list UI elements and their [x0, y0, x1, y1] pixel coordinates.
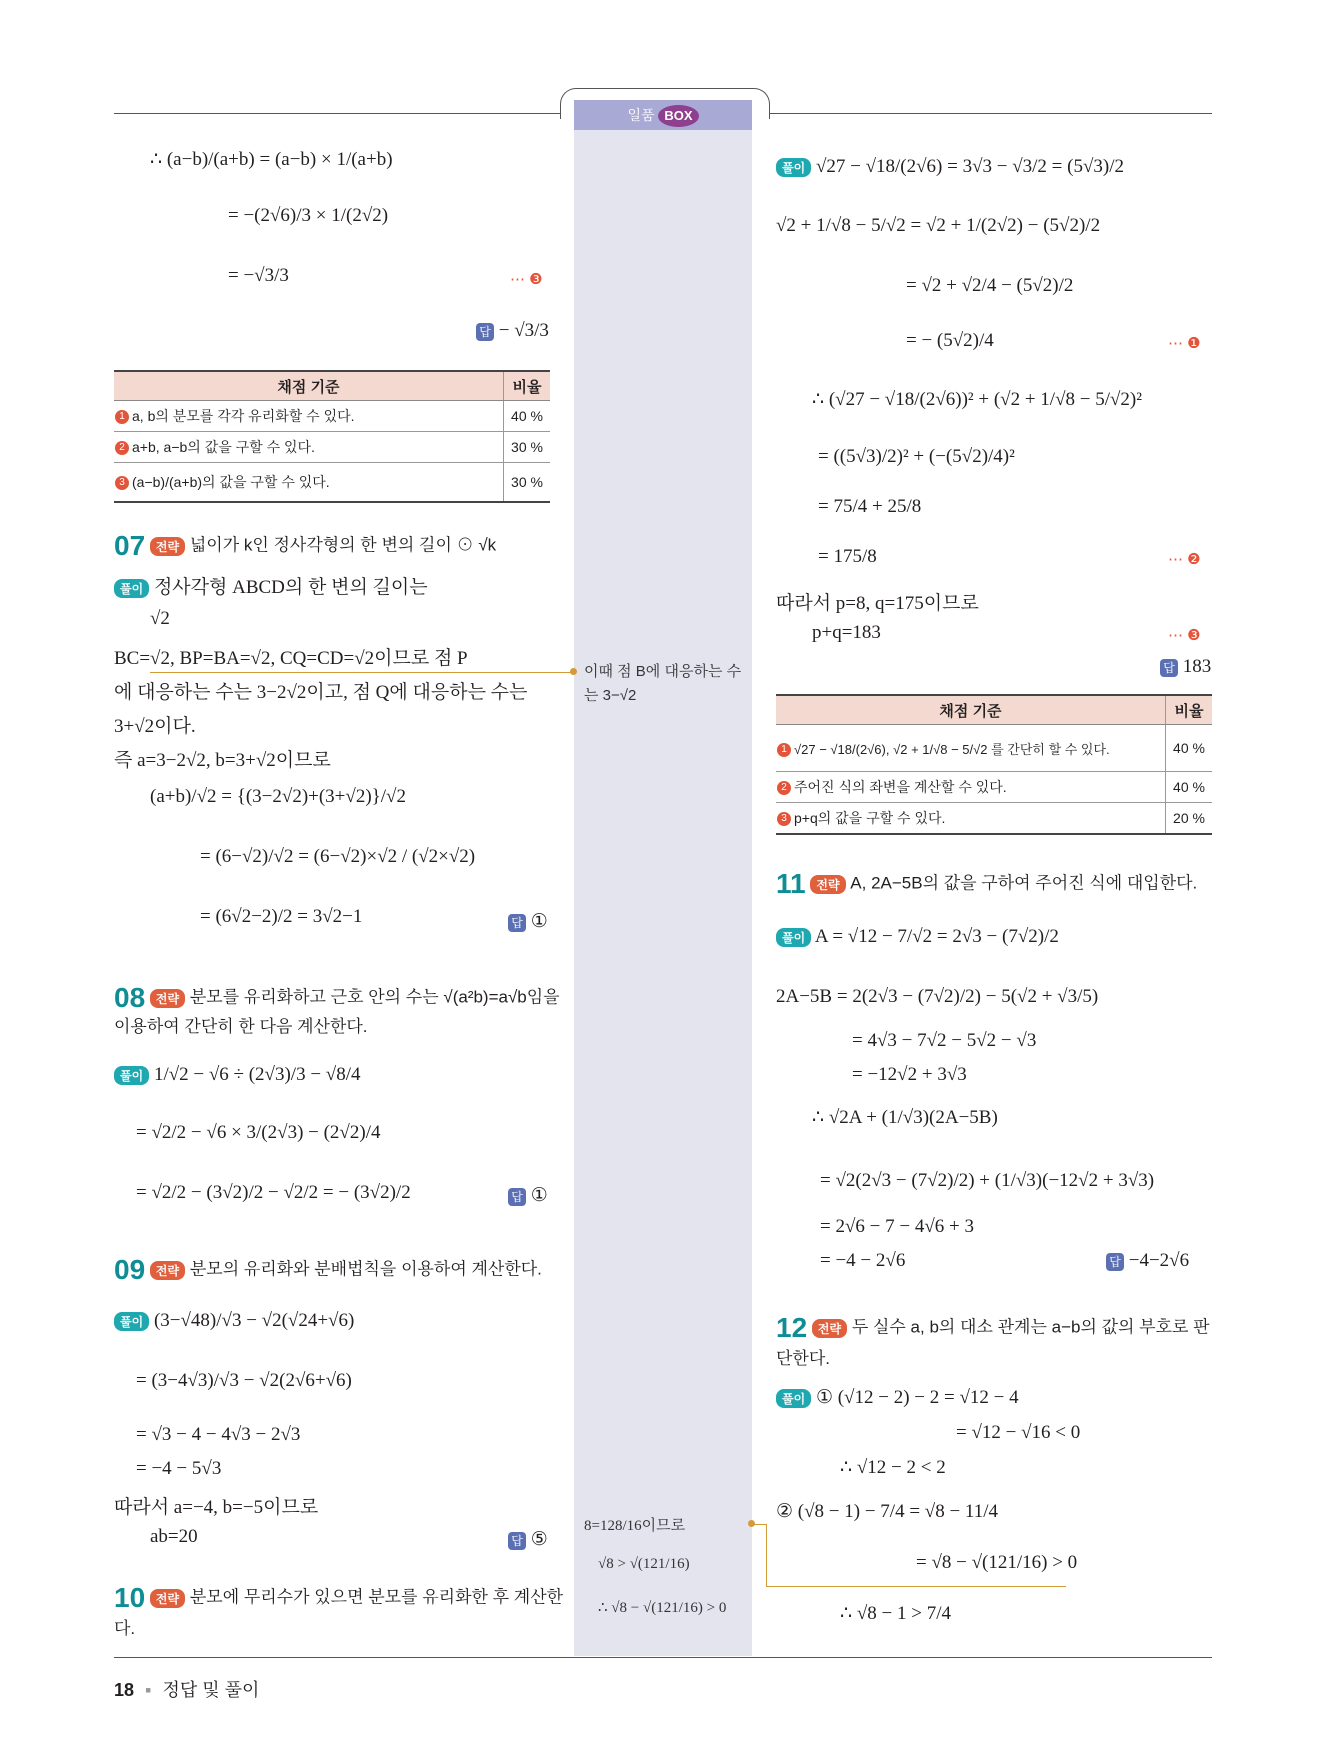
- strategy-tag: 전략: [150, 1261, 185, 1280]
- q07-heading: [114, 530, 496, 562]
- grade-criterion: √27 − √18/(2√6), √2 + 1/√8 − 5/√2 를 간단히 할 수 있다.: [794, 741, 1110, 757]
- answer-icon: 답: [508, 914, 526, 932]
- strategy-tag: 전략: [150, 989, 185, 1008]
- grade-criterion: a, b의 분모를 각각 유리화할 수 있다.: [132, 408, 355, 424]
- num-icon: 1: [777, 743, 791, 757]
- box-badge: BOX: [658, 105, 698, 127]
- left-line-2: = −(2√6)/3 × 1/(2√2): [228, 205, 389, 226]
- right-line-1: √27 − √18/(2√6) = 3√3 − √3/2 = (5√3)/2: [815, 156, 1125, 177]
- q07-answer: ①: [530, 911, 548, 932]
- grade-header-criteria: 채점 기준: [114, 371, 504, 401]
- q12-line-5: = √8 − √(121/16) > 0: [916, 1552, 1078, 1573]
- right-line-8: = 175/8: [818, 546, 877, 567]
- solution-tag: 풀이: [114, 1066, 149, 1085]
- q11-line-6: = √2(2√3 − (7√2)/2) + (1/√3)(−12√2 + 3√3): [820, 1170, 1155, 1191]
- solution-tag: 풀이: [114, 579, 149, 598]
- right-answer: 183: [1182, 656, 1212, 677]
- q07-line-9: = (6√2−2)/2 = 3√2−1: [200, 906, 363, 927]
- q10-strategy-cont: 다.: [114, 1619, 136, 1638]
- q12-line-6: ∴ √8 − 1 > 7/4: [840, 1603, 951, 1624]
- q09-line-1: (3−√48)/√3 − √2(√24+√6): [153, 1310, 355, 1331]
- right-line-3: = √2 + √2/4 − (5√2)/2: [906, 275, 1074, 296]
- strategy-text: 두 실수 a, b의 대소 관계는 a−b의 값의 부호로 판: [851, 1317, 1210, 1337]
- question-number: 09: [114, 1254, 146, 1285]
- middle-note-1: 이때 점 B에 대응하는 수: [584, 663, 742, 680]
- answer-icon: 답: [476, 323, 494, 341]
- grade-criterion: 주어진 식의 좌변을 계산할 수 있다.: [794, 779, 1007, 795]
- right-line-9: 따라서 p=8, q=175이므로: [776, 593, 979, 614]
- solution-tag: 풀이: [776, 1389, 811, 1408]
- strategy-text: 분모에 무리수가 있으면 분모를 유리화한 후 계산한: [189, 1587, 564, 1607]
- q11-line-2: 2A−5B = 2(2√3 − (7√2)/2) − 5(√2 + √3/5): [776, 986, 1099, 1007]
- answer-line: [476, 320, 549, 342]
- q08-answer: ①: [530, 1185, 548, 1206]
- grade-ratio: 20 %: [1166, 803, 1213, 835]
- footer-rule: [114, 1657, 1212, 1658]
- right-line-6: = ((5√3)/2)² + (−(5√2)/4)²: [818, 446, 1015, 467]
- q09-answer: ⑤: [530, 1529, 548, 1550]
- num-icon: 1: [115, 410, 129, 424]
- step-marker-1: ⋯ ❶: [1168, 335, 1201, 352]
- q12-line-1: ① (√12 − 2) − 2 = √12 − 4: [815, 1387, 1019, 1408]
- strategy-tag: 전략: [810, 875, 845, 894]
- q09-line-3: = √3 − 4 − 4√3 − 2√3: [136, 1424, 301, 1445]
- strategy-tag: 전략: [150, 1589, 185, 1608]
- question-number: 12: [776, 1312, 808, 1343]
- solution-tag: 풀이: [776, 158, 811, 177]
- step-marker-3: ⋯ ❸: [1168, 627, 1201, 644]
- grade-criterion: a+b, a−b의 값을 구할 수 있다.: [132, 439, 315, 455]
- q12-heading: [776, 1312, 1210, 1344]
- q08-heading: [114, 982, 560, 1014]
- grade-ratio: 30 %: [504, 432, 551, 463]
- right-line-7: = 75/4 + 25/8: [818, 496, 922, 517]
- q12-line-4: ② (√8 − 1) − 7/4 = √8 − 11/4: [776, 1501, 999, 1522]
- grading-table-left: [114, 370, 550, 503]
- q11-line-1: A = √12 − 7/√2 = 2√3 − (7√2)/2: [814, 926, 1059, 947]
- strategy-text: 분모를 유리화하고 근호 안의 수는 √(a²b)=a√b임을: [189, 987, 560, 1007]
- q12-line-2: = √12 − √16 < 0: [956, 1422, 1081, 1443]
- page-number: 18: [114, 1680, 135, 1700]
- q07-line-6: 즉 a=3−2√2, b=3+√2이므로: [114, 750, 331, 771]
- middle-note-2c: ∴ √8 − √(121/16) > 0: [598, 1600, 727, 1616]
- answer-icon: 답: [508, 1532, 526, 1550]
- grade-criterion: (a−b)/(a+b)의 값을 구할 수 있다.: [132, 474, 330, 490]
- q07-line-1: 정사각형 ABCD의 한 변의 길이는: [153, 577, 428, 598]
- strategy-text: 넓이가 k인 정사각형의 한 변의 길이 ⊙ √k: [189, 535, 497, 555]
- answer-icon: 답: [508, 1188, 526, 1206]
- footer-title: 정답 및 풀이: [162, 1680, 260, 1700]
- answer-icon: 답: [1160, 659, 1178, 677]
- grade-ratio: 40 %: [504, 401, 551, 432]
- grade-header-ratio: 비율: [1166, 695, 1213, 725]
- strategy-text: A, 2A−5B의 값을 구하여 주어진 식에 대입한다.: [850, 873, 1198, 893]
- q11-line-8: = −4 − 2√6: [820, 1250, 906, 1271]
- middle-note-2b: √8 > √(121/16): [598, 1556, 690, 1572]
- question-number: 11: [776, 868, 806, 899]
- step-marker-2: ⋯ ❷: [1168, 551, 1201, 568]
- grading-table-right: [776, 694, 1212, 835]
- question-number: 08: [114, 982, 146, 1013]
- q09-heading: [114, 1254, 542, 1286]
- solution-tag: 풀이: [776, 928, 811, 947]
- middle-column: [574, 100, 752, 1656]
- num-icon: 3: [777, 812, 791, 826]
- q09-line-5: 따라서 a=−4, b=−5이므로: [114, 1497, 319, 1518]
- strategy-tag: 전략: [812, 1319, 847, 1338]
- left-line-3: = −√3/3: [228, 265, 289, 286]
- q11-line-4: = −12√2 + 3√3: [852, 1064, 967, 1085]
- q11-heading: [776, 868, 1197, 900]
- right-line-10: p+q=183: [812, 622, 881, 643]
- ilpum-box-label: 일품 BOX: [574, 100, 752, 130]
- middle-note-1b: 는 3−√2: [584, 687, 637, 704]
- q11-answer: −4−2√6: [1128, 1250, 1190, 1271]
- num-icon: 3: [115, 476, 129, 490]
- q07-line-7: (a+b)/√2 = {(3−2√2)+(3+√2)}/√2: [150, 786, 406, 807]
- q09-line-4: = −4 − 5√3: [136, 1458, 222, 1479]
- q07-line-4: 에 대응하는 수는 3−2√2이고, 점 Q에 대응하는 수는: [114, 682, 528, 703]
- grade-criterion: p+q의 값을 구할 수 있다.: [794, 810, 946, 826]
- left-line-1: ∴ (a−b)/(a+b) = (a−b) × 1/(a+b): [150, 149, 393, 170]
- q08-line-2: = √2/2 − √6 × 3/(2√3) − (2√2)/4: [136, 1122, 381, 1143]
- q08-line-3: = √2/2 − (3√2)/2 − √2/2 = − (3√2)/2: [136, 1182, 411, 1203]
- q11-line-3: = 4√3 − 7√2 − 5√2 − √3: [852, 1030, 1037, 1051]
- q09-line-2: = (3−4√3)/√3 − √2(2√6+√6): [136, 1370, 352, 1391]
- grade-header-criteria: 채점 기준: [776, 695, 1166, 725]
- strategy-tag: 전략: [150, 537, 185, 556]
- q07-line-5: 3+√2이다.: [114, 716, 196, 737]
- right-line-4: = − (5√2)/4: [906, 330, 994, 351]
- right-line-5: ∴ (√27 − √18/(2√6))² + (√2 + 1/√8 − 5/√2)²: [812, 389, 1142, 410]
- num-icon: 2: [777, 781, 791, 795]
- q08-line-1: 1/√2 − √6 ÷ (2√3)/3 − √8/4: [153, 1064, 361, 1085]
- question-number: 07: [114, 530, 146, 561]
- right-line-2: √2 + 1/√8 − 5/√2 = √2 + 1/(2√2) − (5√2)/2: [776, 215, 1101, 236]
- q11-line-7: = 2√6 − 7 − 4√6 + 3: [820, 1216, 974, 1237]
- q12-line-3: ∴ √12 − 2 < 2: [840, 1457, 946, 1478]
- answer-value: − √3/3: [498, 320, 549, 341]
- connector-line: [752, 1524, 767, 1587]
- q07-line-8: = (6−√2)/√2 = (6−√2)×√2 / (√2×√2): [200, 846, 476, 867]
- q12-strategy-cont: 단한다.: [776, 1349, 830, 1368]
- footer: 18 ▪ 정답 및 풀이: [114, 1680, 260, 1700]
- grade-ratio: 30 %: [504, 463, 551, 503]
- q08-strategy-cont: 이용하여 간단히 한 다음 계산한다.: [114, 1017, 368, 1036]
- middle-note-2a: 8=128/16이므로: [584, 1518, 686, 1534]
- step-marker-3: ⋯ ❸: [510, 271, 543, 288]
- strategy-text: 분모의 유리화와 분배법칙을 이용하여 계산한다.: [189, 1259, 542, 1279]
- q11-line-5: ∴ √2A + (1/√3)(2A−5B): [812, 1107, 998, 1128]
- q10-heading: [114, 1582, 563, 1614]
- connector-line: [766, 1586, 1066, 1587]
- q09-line-6: ab=20: [150, 1526, 198, 1547]
- connector-line: [150, 672, 574, 673]
- answer-icon: 답: [1106, 1253, 1124, 1271]
- grade-header-ratio: 비율: [504, 371, 551, 401]
- solution-tag: 풀이: [114, 1312, 149, 1331]
- question-number: 10: [114, 1582, 146, 1613]
- q07-line-3: BC=√2, BP=BA=√2, CQ=CD=√2이므로 점 P: [114, 648, 468, 669]
- grade-ratio: 40 %: [1166, 772, 1213, 803]
- q07-line-2: √2: [150, 608, 170, 629]
- grade-ratio: 40 %: [1166, 725, 1213, 772]
- num-icon: 2: [115, 441, 129, 455]
